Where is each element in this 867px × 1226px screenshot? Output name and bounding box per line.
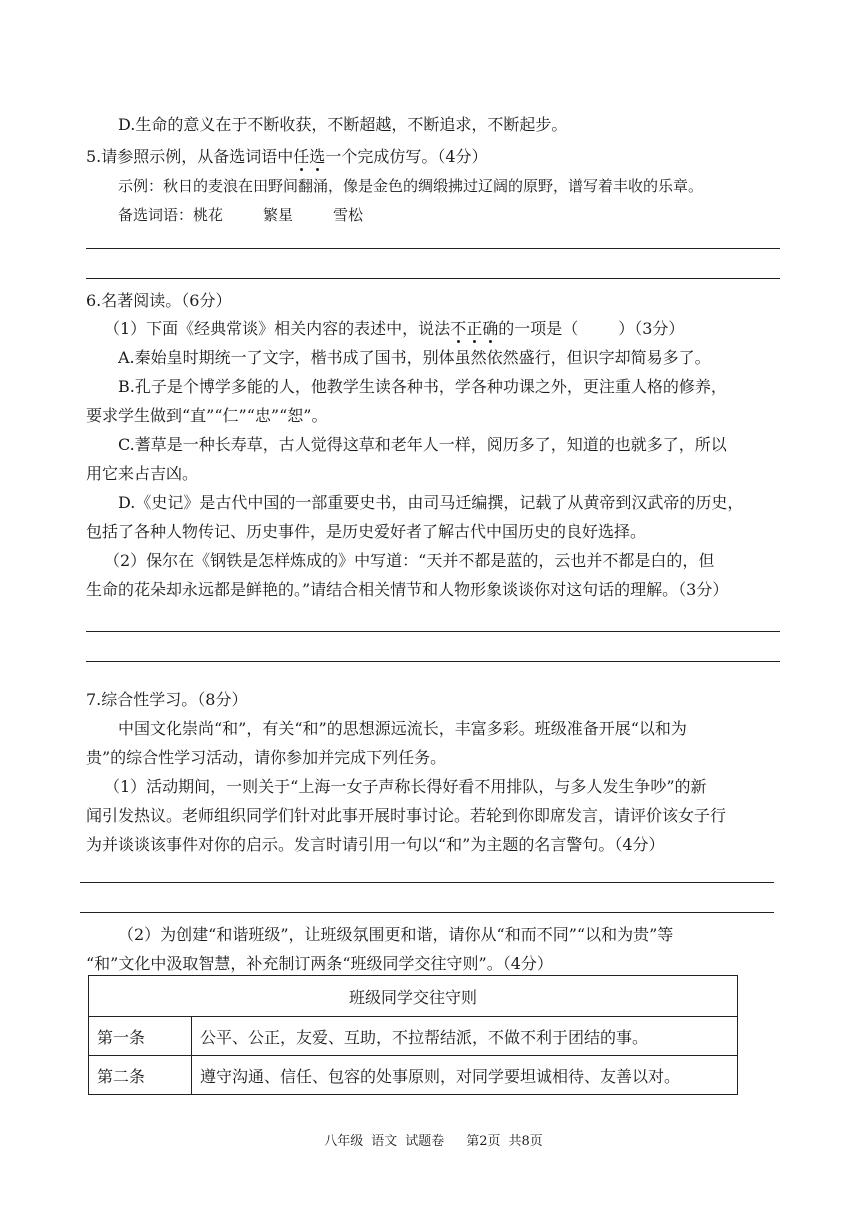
q6-sub1 [104, 319, 684, 339]
footer-paper: 试题卷 [405, 1134, 445, 1149]
q5-title [86, 147, 488, 167]
q6-sub1-em: 确 [482, 319, 499, 338]
q4-option-d: D.生命的意义在于不断收获，不断超越，不断追求，不断起步。 [118, 115, 568, 134]
q5-word: 桃花 [193, 206, 224, 224]
q6-option-a: A.秦始皇时期统一了文字，楷书成了国书，别体虽然依然盛行，但识字却简易多了。 [118, 348, 711, 367]
q7-sub2: （2）为创建“和谐班级”，让班级氛围更和谐，请你从“和而不同”“以和为贵”等 [118, 925, 674, 944]
q7-sub1: （1）活动期间，一则关于“上海一女子声称长得好看不用排队，与多人发生争吵”的新 [104, 777, 707, 796]
q6-sub1-em: 正 [466, 319, 483, 338]
table-row [89, 1056, 738, 1095]
q5-title-em: 选 [309, 147, 326, 166]
q6-sub2: （2）保尔在《钢铁是怎样炼成的》中写道：“天并不都是蓝的，云也并不都是白的，但 [104, 551, 715, 570]
q5-title-post: 一个完成仿写。（4分） [325, 147, 488, 166]
q6-option-c: C.蓍草是一种长寿草，古人觉得这草和老年人一样，阅历多了，知道的也就多了，所以 [118, 435, 727, 454]
q7-intro: 中国文化崇尚“和”，有关“和”的思想源远流长，丰富多彩。班级准备开展“以和为 [118, 719, 687, 738]
footer-total: 共8页 [508, 1134, 543, 1149]
q5-word: 繁星 [263, 206, 294, 224]
q5-title-em: 任 [293, 147, 310, 166]
rules-table-header-row [89, 976, 738, 1017]
q6-option-b-cont: 要求学生做到“直”“仁”“忠”“恕”。 [86, 406, 328, 425]
q6-option-c-cont: 用它来占吉凶。 [86, 464, 199, 483]
rule-key: 第二条 [89, 1056, 192, 1095]
q5-answer-line[interactable] [86, 278, 780, 279]
q6-option-d: D.《史记》是古代中国的一部重要史书，由司马迁编撰，记载了从黄帝到汉武帝的历史， [118, 493, 744, 512]
q6-sub2-cont: 生命的花朵却永远都是鲜艳的。”请结合相关情节和人物形象谈谈你对这句话的理解。（3分） [86, 580, 729, 599]
rules-table [88, 975, 738, 1095]
q7-sub2-cont: “和”文化中汲取智慧，补充制订两条“班级同学交往守则”。（4分） [86, 954, 553, 973]
q5-answer-line[interactable] [86, 248, 780, 249]
rules-table-title: 班级同学交往守则 [89, 976, 738, 1017]
q7-answer-line[interactable] [80, 882, 774, 883]
q6-option-d-cont: 包括了各种人物传记、历史事件，是历史爱好者了解古代中国历史的良好选择。 [86, 522, 647, 541]
q6-title: 6.名著阅读。（6分） [86, 291, 232, 310]
footer-grade: 八年级 [324, 1134, 364, 1149]
q6-sub1-pre: （1）下面《经典常谈》相关内容的表述中，说法 [104, 319, 451, 338]
q6-answer-line[interactable] [86, 631, 780, 632]
q7-sub1-cont: 闻引发热议。老师组织同学们针对此事开展时事讨论。若轮到你即席发言，请评价该女子行 [86, 806, 727, 825]
q6-sub1-end: ）（3分） [618, 319, 685, 338]
page-footer [0, 1130, 867, 1149]
footer-subject: 语文 [371, 1134, 398, 1149]
q6-option-b: B.孔子是个博学多能的人，他教学生读各种书，学各种功课之外，更注重人格的修养， [118, 377, 727, 396]
q5-title-pre: 5.请参照示例，从备选词语中 [86, 147, 294, 166]
table-row [89, 1017, 738, 1056]
rule-key: 第一条 [89, 1017, 192, 1056]
q7-title: 7.综合性学习。（8分） [86, 690, 248, 709]
footer-page: 第2页 [466, 1134, 501, 1149]
rule-value: 遵守沟通、信任、包容的处事原则，对同学要坦诚相待、友善以对。 [192, 1056, 738, 1095]
q6-answer-line[interactable] [86, 661, 780, 662]
q5-example: 示例：秋日的麦浪在田野间翻涌，像是金色的绸缎拂过辽阔的原野，谱写着丰收的乐章。 [118, 177, 704, 195]
q6-sub1-post: 的一项是（ [498, 319, 579, 338]
q7-answer-line[interactable] [80, 912, 774, 913]
q7-intro-cont: 贵”的综合性学习活动，请你参加并完成下列任务。 [86, 748, 447, 767]
q5-word: 雪松 [333, 206, 364, 224]
rule-value: 公平、公正，友爱、互助，不拉帮结派，不做不利于团结的事。 [192, 1017, 738, 1056]
q6-sub1-em: 不 [450, 319, 467, 338]
q7-sub1-cont: 为并谈谈该事件对你的启示。发言时请引用一句以“和”为主题的名言警句。（4分） [86, 835, 665, 854]
q5-words-label: 备选词语： [118, 206, 194, 224]
q5-words [118, 205, 363, 225]
